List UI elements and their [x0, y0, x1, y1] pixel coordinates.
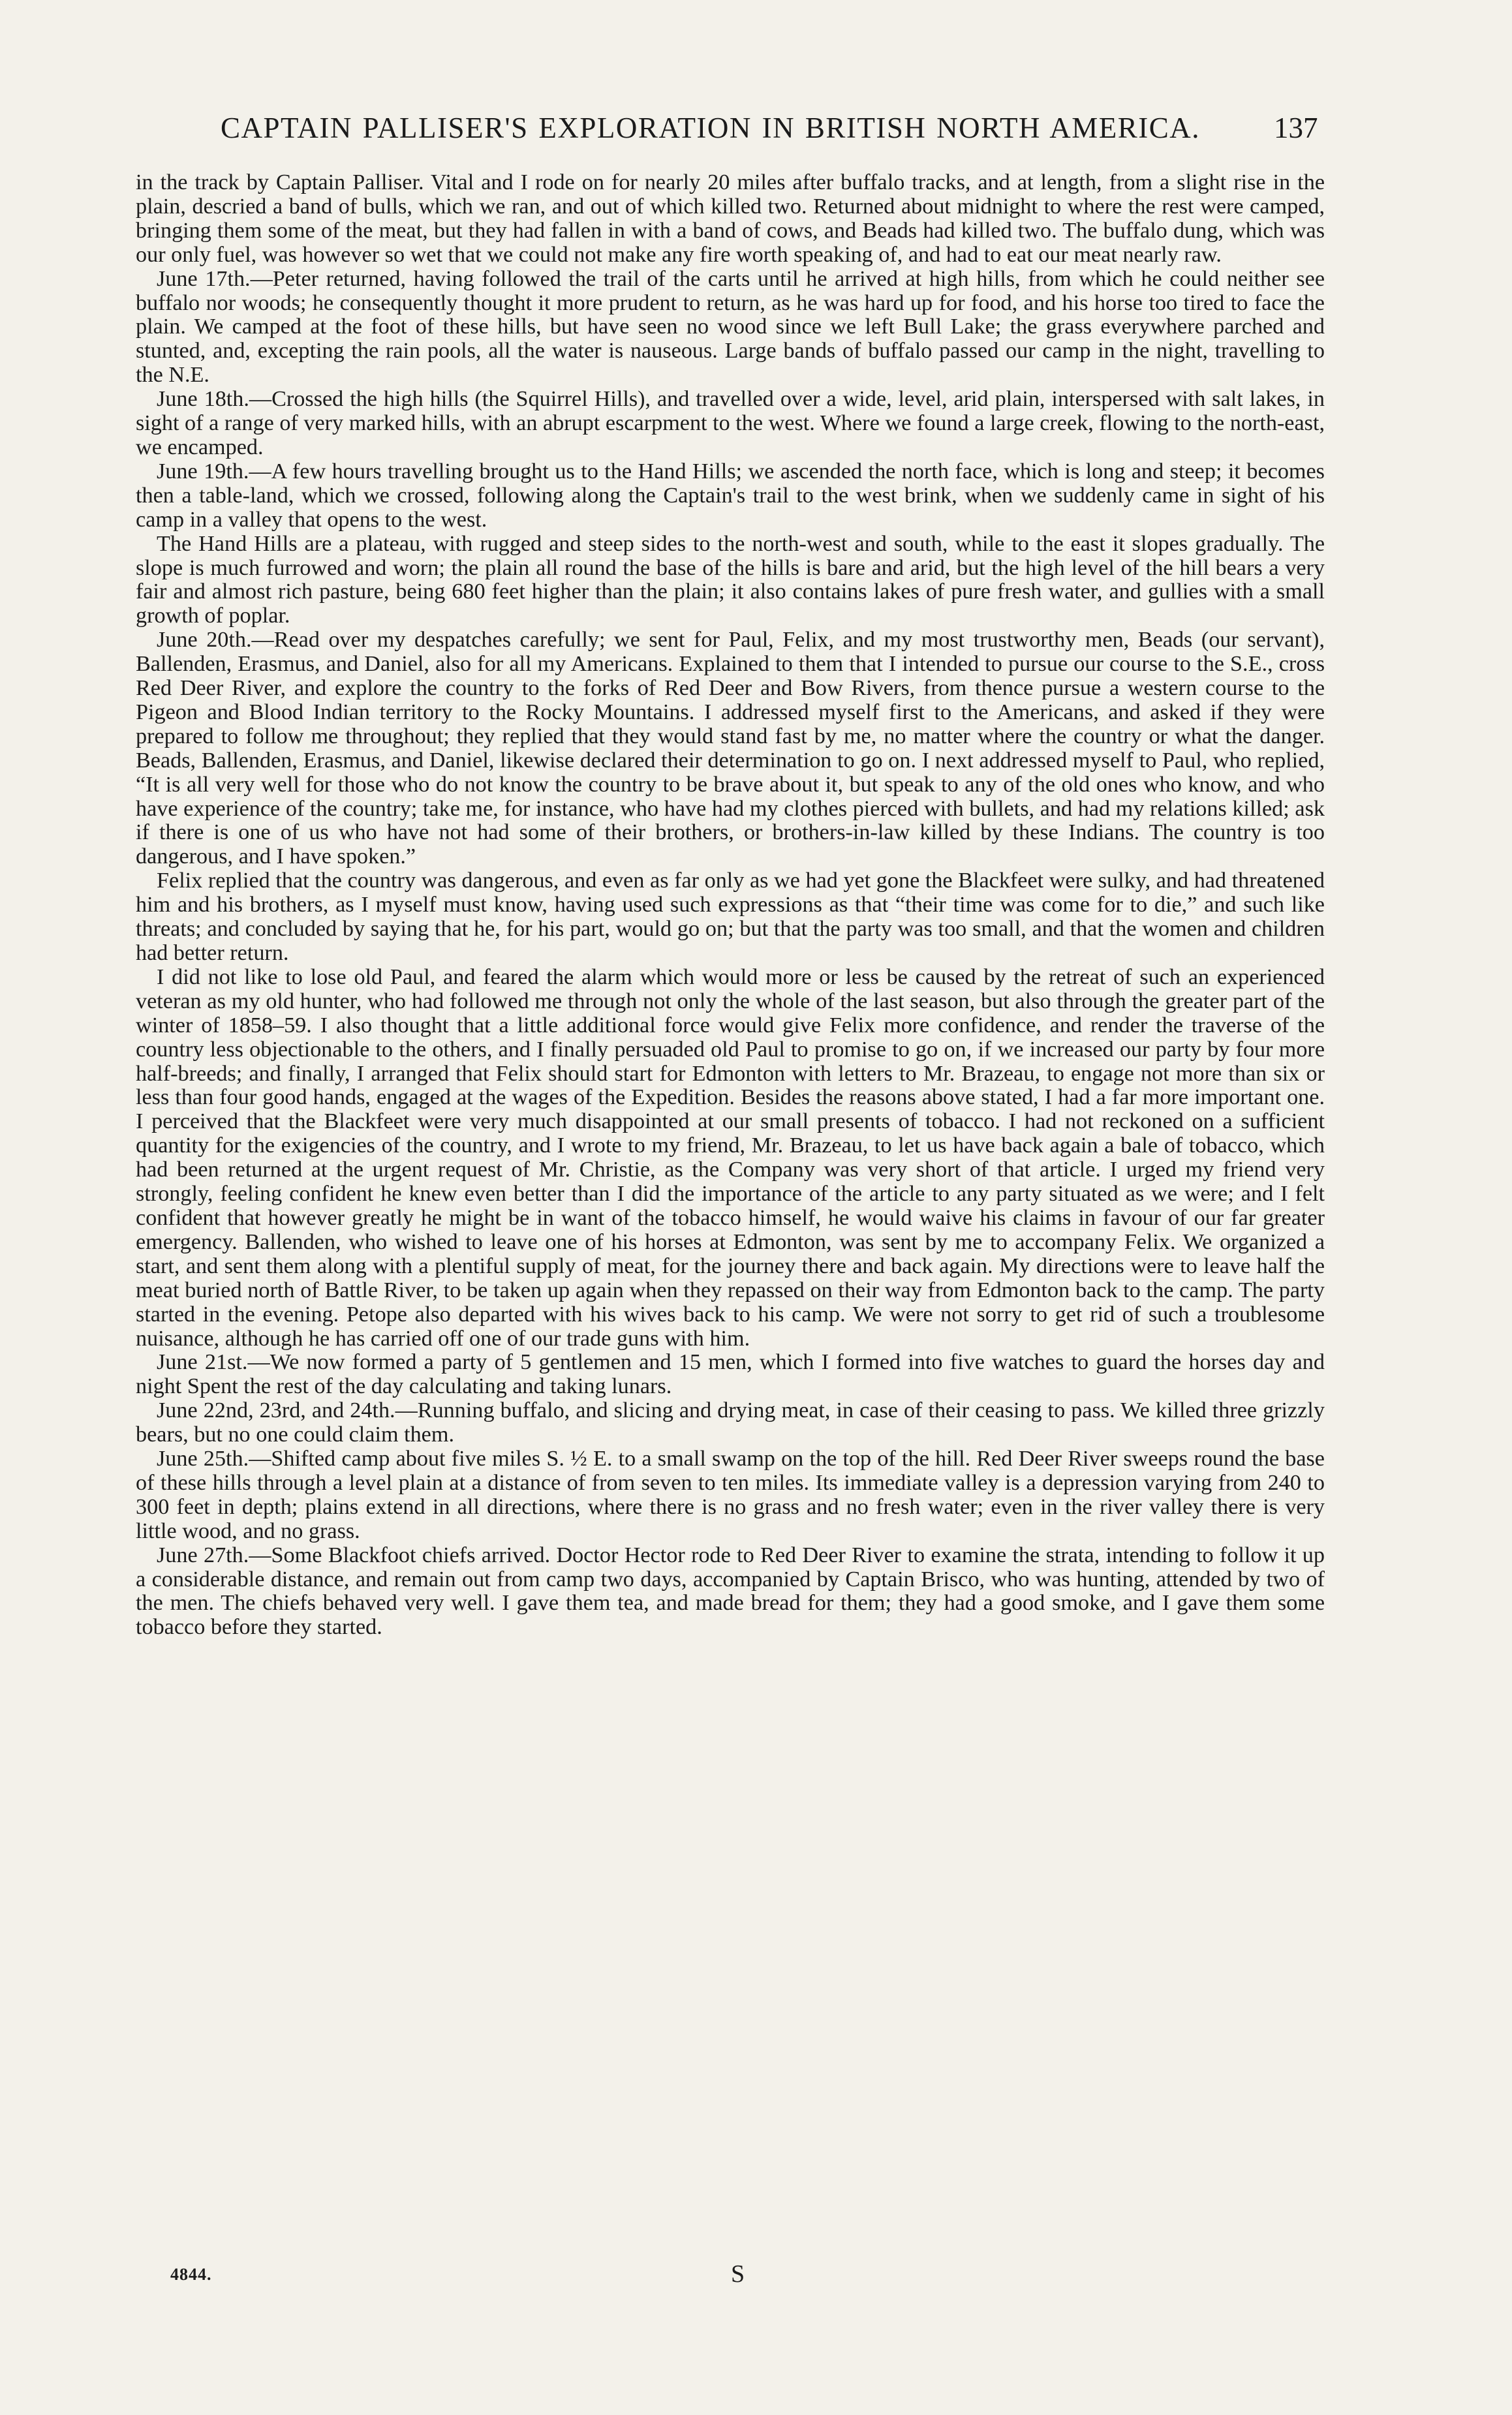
paragraph-felix-reply: Felix replied that the country was dangerous, and even as far only as we had yet gone the Blackfeet were sulky, and had threatened him and his brothers, as I myself must know, having used such expressions as that “their time was come for to die,” and such like threats; and concluded by saying that he, for his part, would go on; but that the party was too small, and that the women and children had better return.	[136, 869, 1325, 965]
paragraph-june-19: June 19th.—A few hours travelling brought us to the Hand Hills; we ascended the north face, which is long and steep; it becomes then a table-land, which we crossed, following along the Captain's trail to the west brink, when we suddenly came in sight of his camp in a valley that opens to the west.	[136, 459, 1325, 532]
signature-mark: S	[731, 2260, 745, 2288]
printer-number: 4844.	[170, 2265, 212, 2284]
paragraph-june-21: June 21st.—We now formed a party of 5 gentlemen and 15 men, which I formed into five watches to guard the horses day and night Spent the rest of the day calculating and taking lunars.	[136, 1350, 1325, 1399]
paragraph-june-27: June 27th.—Some Blackfoot chiefs arrived. Doctor Hector rode to Red Deer River to examine the strata, intending to follow it up a considerable distance, and remain out from camp two days, accompanied by Captain Brisco, who was hunting, attended by two of the men. The chiefs behaved very well. I gave them tea, and made bread for them; they had a good smoke, and I gave them some tobacco before they started.	[136, 1543, 1325, 1640]
paragraph-hand-hills: The Hand Hills are a plateau, with rugged and steep sides to the north-west and south, while to the east it slopes gradually. The slope is much furrowed and worn; the plain all round the base of the hills is bare and arid, but the high level of the hill bears a very fair and almost rich pasture, being 680 feet higher than the plain; it also contains lakes of pure fresh water, and gullies with a small growth of poplar.	[136, 531, 1325, 628]
paragraph-june-20: June 20th.—Read over my despatches carefully; we sent for Paul, Felix, and my most trustworthy men, Beads (our servant), Ballenden, Erasmus, and Daniel, also for all my Americans. Explained to them that I intended to pursue our course to the S.E., cross Red Deer River, and explore the country to the forks of Red Deer and Bow Rivers, from thence pursue a western course to the Pigeon and Blood Indian territory to the Rocky Mountains. I addressed myself first to the Americans, and asked if they were prepared to follow me throughout; they replied that they would stand fast by me, no matter where the country or what the danger. Beads, Ballenden, Erasmus, and Daniel, likewise declared their determination to go on. I next addressed myself to Paul, who replied, “It is all very well for those who do not know the country to be brave about it, but speak to any of the old ones who know, and who have experience of the country; take me, for instance, who have had my clothes pierced with bullets, and had my relations killed; ask if there is one of us who have not had some of their brothers, or brothers-in-law killed by these Indians. The country is too dangerous, and I have spoken.”	[136, 628, 1325, 869]
paragraph-june-25: June 25th.—Shifted camp about five miles S. ½ E. to a small swamp on the top of the hill. Red Deer River sweeps round the base of these hills through a level plain at a distance of from seven to ten miles. Its immediate valley is a depression varying from 240 to 300 feet in depth; plains extend in all directions, where there is no grass and no fresh water; even in the river valley there is very little wood, and no grass.	[136, 1447, 1325, 1543]
paragraph-june-17: June 17th.—Peter returned, having followed the trail of the carts until he arrived at high hills, from which he could neither see buffalo nor woods; he consequently thought it more prudent to return, as he was hard up for food, and his horse too tired to face the plain. We camped at the foot of these hills, but have seen no wood since we left Bull Lake; the grass everywhere parched and stunted, and, excepting the rain pools, all the water is nauseous. Large bands of buffalo passed our camp in the night, travelling to the N.E.	[136, 266, 1325, 388]
body-text	[136, 171, 1325, 1640]
paragraph-june-18: June 18th.—Crossed the high hills (the Squirrel Hills), and travelled over a wide, level, arid plain, interspersed with salt lakes, in sight of a range of very marked hills, with an abrupt escarpment to the west. Where we found a large creek, flowing to the north-east, we encamped.	[136, 387, 1325, 459]
page-header	[0, 111, 1512, 157]
paragraph-old-paul: I did not like to lose old Paul, and feared the alarm which would more or less be caused by the retreat of such an experienced veteran as my old hunter, who had followed me through not only the whole of the last season, but also through the greater part of the winter of 1858–59. I also thought that a little additional force would give Felix more confidence, and render the traverse of the country less objectionable to the others, and I finally persuaded old Paul to promise to go on, if we increased our party by four more half-breeds; and finally, I arranged that Felix should start for Edmonton with letters to Mr. Brazeau, to engage not more than six or less than four good hands, engaged at the wages of the Expedition. Besides the reasons above stated, I had a far more important one. I perceived that the Blackfeet were very much disappointed at our small presents of tobacco. I had not reckoned on a sufficient quantity for the exigencies of the country, and I wrote to my friend, Mr. Brazeau, to let us have back again a bale of tobacco, which had been returned at the urgent request of Mr. Christie, as the Company was very short of that article. I urged my friend very strongly, feeling confident he knew even better than I did the importance of the article to any party situated as we were; and I felt confident that however greatly he might be in want of the tobacco himself, he would waive his claims in favour of our far greater emergency. Ballenden, who wished to leave one of his horses at Edmonton, was sent by me to accompany Felix. We organized a start, and sent them along with a plentiful supply of meat, for the journey there and back again. My directions were to leave half the meat buried north of Battle River, to be taken up again when they repassed on their way from Edmonton back to the camp. The party started in the evening. Petope also departed with his wives back to his camp. We were not sorry to get rid of such a troublesome nuisance, although he has carried off one of our trade guns with him.	[136, 964, 1325, 1351]
page-footer	[0, 2260, 1512, 2292]
running-title: CAPTAIN PALLISER'S EXPLORATION IN BRITISH NORTH AMERICA.	[221, 112, 1200, 144]
paragraph-june-22-24: June 22nd, 23rd, and 24th.—Running buffalo, and slicing and drying meat, in case of their ceasing to pass. We killed three grizzly bears, but no one could claim them.	[136, 1398, 1325, 1447]
paragraph-continuation: in the track by Captain Palliser. Vital and I rode on for nearly 20 miles after buffalo tracks, and at length, from a slight rise in the plain, descried a band of bulls, which we ran, and out of which killed two. Returned about midnight to where the rest were camped, bringing them some of the meat, but they had fallen in with a band of cows, and Beads had killed two. The buffalo dung, which was our only fuel, was however so wet that we could not make any fire worth speaking of, and had to eat our meat nearly raw.	[136, 170, 1325, 267]
page-number: 137	[1274, 112, 1318, 144]
